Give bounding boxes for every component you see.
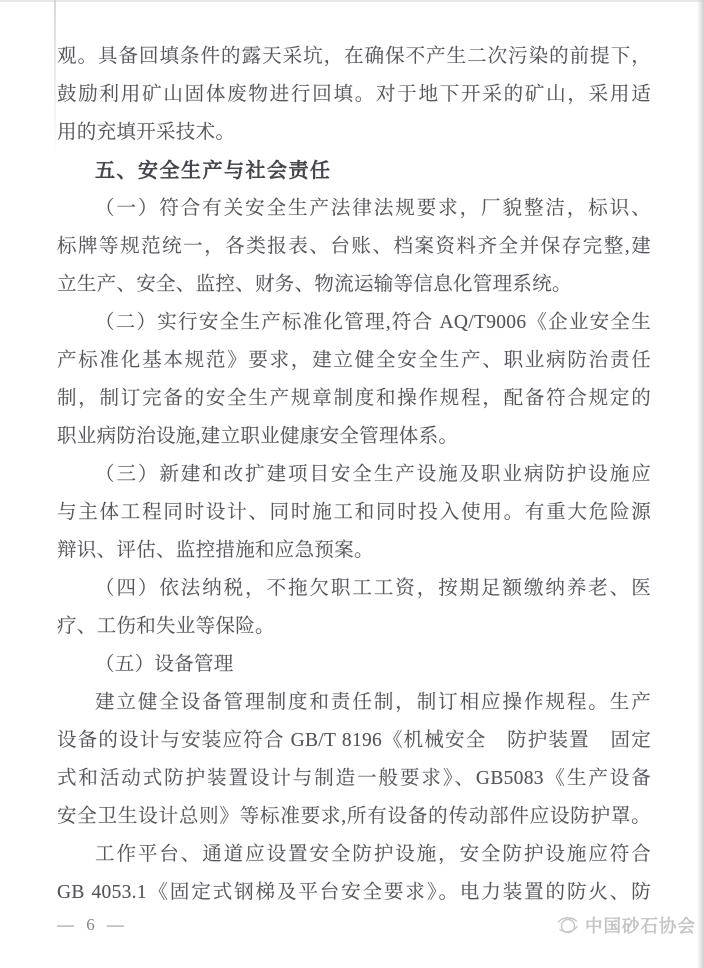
text-line: 用的充填开采技术。 bbox=[57, 122, 236, 143]
page-number: — 6 — bbox=[57, 915, 128, 934]
text-line: 疗、工伤和失业等保险。 bbox=[57, 616, 275, 637]
page-footer bbox=[57, 903, 696, 947]
scan-top-edge bbox=[0, 0, 704, 2]
text-line: （四）依法纳税，不拖欠职工工资，按期足额缴纳养老、医 bbox=[95, 578, 651, 599]
text-line: （二）实行安全生产标准化管理,符合 AQ/T9006《企业安全生 bbox=[95, 312, 651, 333]
watermark bbox=[556, 913, 696, 938]
text-line: （一）符合有关安全生产法律法规要求，厂貌整洁，标识、 bbox=[95, 198, 651, 219]
text-line: 标牌等规范统一，各类报表、台账、档案资料齐全并保存完整,建 bbox=[57, 236, 651, 257]
text-line: 设备的设计与安装应符合 GB/T 8196《机械安全 防护装置 固定 bbox=[57, 730, 651, 751]
text-line: （三）新建和改扩建项目安全生产设施及职业病防护设施应 bbox=[95, 464, 651, 485]
text-line: 鼓励利用矿山固体废物进行回填。对于地下开采的矿山，采用适 bbox=[57, 84, 651, 105]
scan-edge-shadow bbox=[697, 0, 704, 968]
text-line: GB 4053.1《固定式钢梯及平台安全要求》。电力装置的防火、防 bbox=[57, 882, 651, 903]
text-line: 观。具备回填条件的露天采坑，在确保不产生二次污染的前提下， bbox=[57, 46, 651, 67]
text-line: 建立健全设备管理制度和责任制，制订相应操作规程。生产 bbox=[95, 692, 651, 713]
globe-icon bbox=[556, 913, 580, 937]
document-body bbox=[57, 38, 651, 912]
text-line: 立生产、安全、监控、财务、物流运输等信息化管理系统。 bbox=[57, 274, 572, 295]
text-line: 职业病防治设施,建立职业健康安全管理体系。 bbox=[57, 426, 459, 447]
text-line: 产标准化基本规范》要求，建立健全安全生产、职业病防治责任 bbox=[57, 350, 651, 371]
text-line: 安全卫生设计总则》等标准要求,所有设备的传动部件应设防护罩。 bbox=[57, 806, 651, 827]
text-line: 式和活动式防护装置设计与制造一般要求》、GB5083《生产设备 bbox=[57, 768, 651, 789]
section-heading: 五、安全生产与社会责任 bbox=[95, 160, 332, 182]
text-line: （五）设备管理 bbox=[95, 654, 234, 675]
text-line: 与主体工程同时设计、同时施工和同时投入使用。有重大危险源 bbox=[57, 502, 651, 523]
scan-artifact-line bbox=[54, 0, 56, 160]
text-line: 工作平台、通道应设置安全防护设施，安全防护设施应符合 bbox=[95, 844, 651, 865]
text-line: 辩识、评估、监控措施和应急预案。 bbox=[57, 540, 374, 561]
text-line: 制，制订完备的安全生产规章制度和操作规程，配备符合规定的 bbox=[57, 388, 651, 409]
association-name: 中国砂石协会 bbox=[585, 915, 696, 936]
